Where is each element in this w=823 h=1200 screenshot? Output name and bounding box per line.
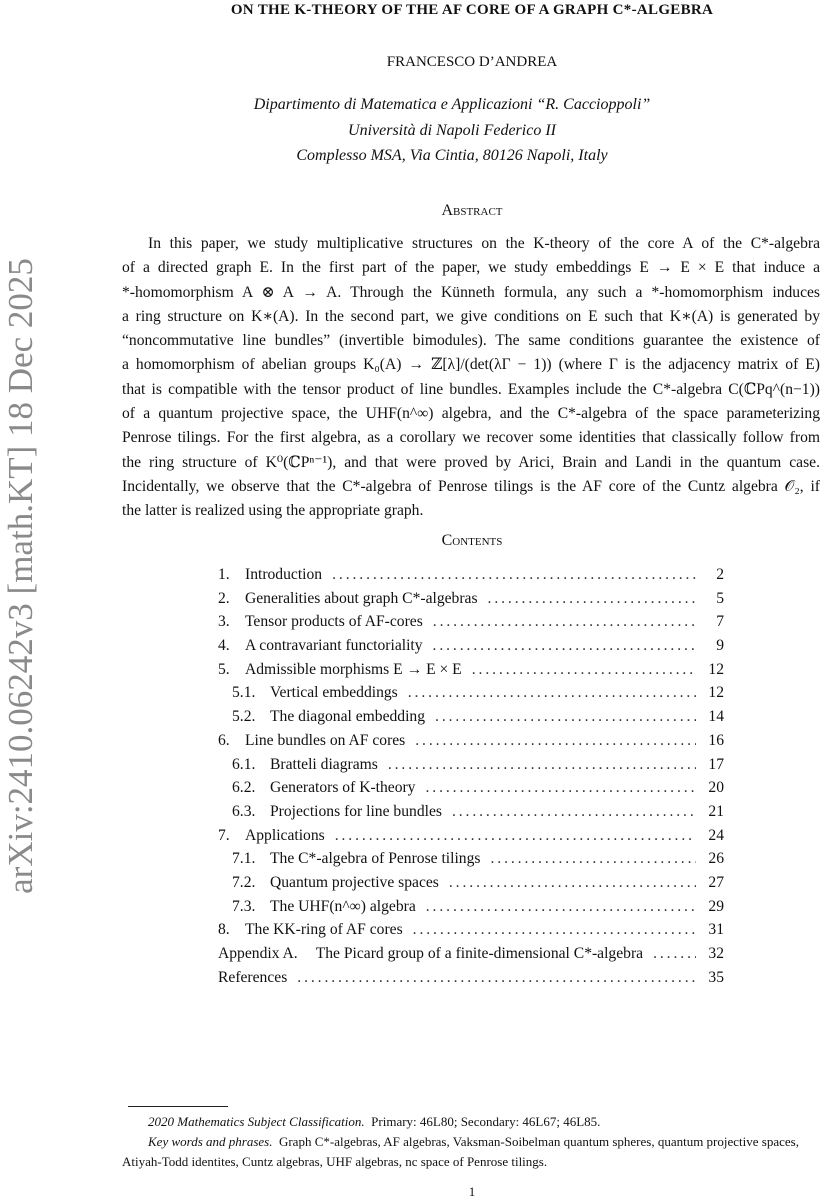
toc-leader-dots <box>490 847 696 871</box>
toc-leader-dots <box>488 587 696 611</box>
toc-number: 3. <box>218 613 230 631</box>
abstract-line: a ring structure on K∗(A). In the second part, we give conditions on E such that K∗(A) is generated by <box>122 307 820 325</box>
toc-entry[interactable] <box>218 871 724 895</box>
msc-footnote <box>122 1112 822 1132</box>
toc-number: 7.1. <box>232 850 256 868</box>
abstract-line: Incidentally, we observe that the C*-algebra of Penrose tilings is the AF core of the Cuntz algebra 𝒪₂, if <box>122 477 820 495</box>
toc-number: 2. <box>218 589 230 607</box>
toc-entry[interactable] <box>218 705 724 729</box>
toc-page: 31 <box>708 921 724 939</box>
toc-title: A contravariant functoriality <box>245 637 423 655</box>
toc-page: 12 <box>708 660 724 678</box>
toc-page: 20 <box>708 779 724 797</box>
toc-entry[interactable] <box>218 895 724 919</box>
toc-title: Tensor products of AF-cores <box>245 613 423 631</box>
toc-title: The Picard group of a finite-dimensional C*-algebra <box>315 945 644 962</box>
toc-number: 7.3. <box>232 897 256 915</box>
toc-leader-dots <box>426 895 696 919</box>
toc-number: 4. <box>218 637 230 655</box>
toc-entry[interactable] <box>218 800 724 824</box>
toc-entry[interactable] <box>218 634 724 658</box>
abstract-line: a homomorphism of abelian groups K₀(A) → ℤ[λ]/(det(λΓ − 1)) (where Γ is the adjacency matrix of E) <box>122 356 820 374</box>
toc-page: 2 <box>716 566 724 583</box>
toc-number: 6.1. <box>232 755 256 773</box>
affiliation <box>122 92 782 169</box>
toc-page: 7 <box>716 613 724 631</box>
toc-entry[interactable] <box>218 587 724 611</box>
toc-leader-dots <box>332 563 696 587</box>
abstract-line: the latter is realized using the appropriate graph. <box>122 502 424 520</box>
toc-title: Admissible morphisms E → E × E <box>245 660 462 678</box>
toc-entry[interactable] <box>218 942 724 966</box>
abstract-line: that is compatible with the tensor product of line bundles. Examples include the C*-algebra C(ℂPq^(n−1)) <box>122 380 820 398</box>
toc-leader-dots <box>449 871 696 895</box>
toc-number: 5.1. <box>232 684 256 702</box>
table-of-contents <box>218 563 724 989</box>
toc-entry[interactable] <box>218 681 724 705</box>
arxiv-stamp: arXiv:2410.06242v3 [math.KT] 18 Dec 2025 <box>1 258 40 894</box>
toc-leader-dots <box>472 658 696 682</box>
msc-text: Primary: 46L80; Secondary: 46L67; 46L85. <box>371 1114 601 1129</box>
abstract-line: the ring structure of K⁰(ℂPⁿ⁻¹), and that were proved by Arici, Brain and Landi in the quantum case. <box>122 453 820 471</box>
abstract-line: of a directed graph E. In the first part of the paper, we study embeddings E → E × E that induce a <box>122 259 820 277</box>
toc-leader-dots <box>415 729 696 753</box>
toc-title: The diagonal embedding <box>270 708 426 726</box>
toc-page: 16 <box>708 731 724 749</box>
toc-entry[interactable] <box>218 847 724 871</box>
toc-entry[interactable] <box>218 824 724 848</box>
toc-page: 24 <box>708 826 724 844</box>
abstract-line: “noncommutative line bundles” (invertible bimodules). The same conditions guarantee the existence of <box>122 332 820 350</box>
toc-entry[interactable] <box>218 776 724 800</box>
keywords-text: Graph C*-algebras, AF algebras, Vaksman-Soibelman quantum spheres, quantum projective spaces, Atiyah-Todd identites, Cuntz algebras, UHF algebras, nc space of Penrose tilings. <box>122 1134 799 1169</box>
toc-page: 9 <box>716 637 724 655</box>
toc-leader-dots <box>425 776 696 800</box>
abstract-line: of a quantum projective space, the UHF(n^∞) algebra, and the C*-algebra of the space parameterizing <box>122 405 820 423</box>
toc-title: The KK-ring of AF cores <box>245 921 403 939</box>
affiliation-line: Università di Napoli Federico II <box>348 121 556 139</box>
toc-entry[interactable] <box>218 918 724 942</box>
page-number: 1 <box>468 1184 476 1199</box>
toc-entry[interactable] <box>218 658 724 682</box>
abstract-heading: Abstract <box>441 202 503 219</box>
toc-title: Projections for line bundles <box>270 802 442 820</box>
toc-number: 6.2. <box>232 779 256 797</box>
toc-number: 6. <box>218 731 230 749</box>
affiliation-line: Dipartimento di Matematica e Applicazioni “R. Caccioppoli” <box>253 96 651 113</box>
toc-page: 27 <box>708 873 724 891</box>
msc-label: 2020 Mathematics Subject Classification. <box>148 1114 365 1129</box>
toc-title: The UHF(n^∞) algebra <box>270 897 416 915</box>
toc-leader-dots <box>433 610 696 634</box>
footnote-rule <box>128 1106 228 1107</box>
toc-leader-dots <box>413 918 696 942</box>
toc-leader-dots <box>335 824 696 848</box>
toc-page: 29 <box>708 897 724 915</box>
toc-title: Generators of K-theory <box>270 779 416 797</box>
toc-entry[interactable] <box>218 966 724 990</box>
toc-page: 17 <box>708 755 724 773</box>
toc-title: References <box>218 968 288 986</box>
toc-title: Introduction <box>245 566 323 583</box>
toc-page: 14 <box>708 708 724 726</box>
abstract-line: Penrose tilings. For the first algebra, as a corollary we recover some identities that classically follow from <box>122 429 820 447</box>
toc-number: 5. <box>218 660 230 678</box>
toc-number: 1. <box>218 566 230 583</box>
toc-title: Line bundles on AF cores <box>245 731 406 749</box>
toc-page: 21 <box>708 802 724 820</box>
toc-title: Vertical embeddings <box>270 684 398 702</box>
toc-title: Applications <box>245 826 325 844</box>
keywords-label: Key words and phrases. <box>148 1134 273 1149</box>
footnote <box>122 1112 822 1172</box>
toc-entry[interactable] <box>218 563 724 587</box>
toc-leader-dots <box>408 681 696 705</box>
toc-page: 5 <box>716 589 724 607</box>
toc-title: Quantum projective spaces <box>270 873 439 891</box>
toc-entry[interactable] <box>218 729 724 753</box>
toc-page: 26 <box>708 850 724 868</box>
abstract-line: In this paper, we study multiplicative structures on the K-theory of the core A of the C*-algebra <box>148 235 820 252</box>
toc-number: 7.2. <box>232 873 256 891</box>
toc-leader-dots <box>435 705 696 729</box>
abstract-body <box>122 232 820 524</box>
contents-heading: Contents <box>441 532 503 549</box>
toc-title: Generalities about graph C*-algebras <box>245 589 478 607</box>
toc-number: 7. <box>218 826 230 844</box>
toc-leader-dots <box>653 942 696 966</box>
toc-entry[interactable] <box>218 753 724 777</box>
toc-leader-dots <box>452 800 696 824</box>
toc-number: 5.2. <box>232 708 256 726</box>
paper-title: ON THE K-THEORY OF THE AF CORE OF A GRAPH C*-ALGEBRA <box>230 2 714 18</box>
toc-page: 32 <box>708 945 724 962</box>
toc-leader-dots <box>388 753 696 777</box>
author-name: FRANCESCO D’ANDREA <box>386 54 558 70</box>
toc-number: 8. <box>218 921 230 939</box>
toc-leader-dots <box>433 634 696 658</box>
toc-page: 12 <box>708 684 724 702</box>
affiliation-line: Complesso MSA, Via Cintia, 80126 Napoli, Italy <box>296 147 608 164</box>
toc-title: Bratteli diagrams <box>270 755 378 773</box>
toc-leader-dots <box>297 966 696 990</box>
abstract-line: *-homomorphism A ⊗ A → A. Through the Künneth formula, any such a *-homomorphism induces <box>122 283 820 301</box>
toc-title: The C*-algebra of Penrose tilings <box>270 850 481 868</box>
toc-number: 6.3. <box>232 802 256 820</box>
keywords-footnote <box>122 1132 822 1172</box>
toc-page: 35 <box>708 968 724 986</box>
toc-entry[interactable] <box>218 610 724 634</box>
toc-number: Appendix A. <box>218 945 298 962</box>
